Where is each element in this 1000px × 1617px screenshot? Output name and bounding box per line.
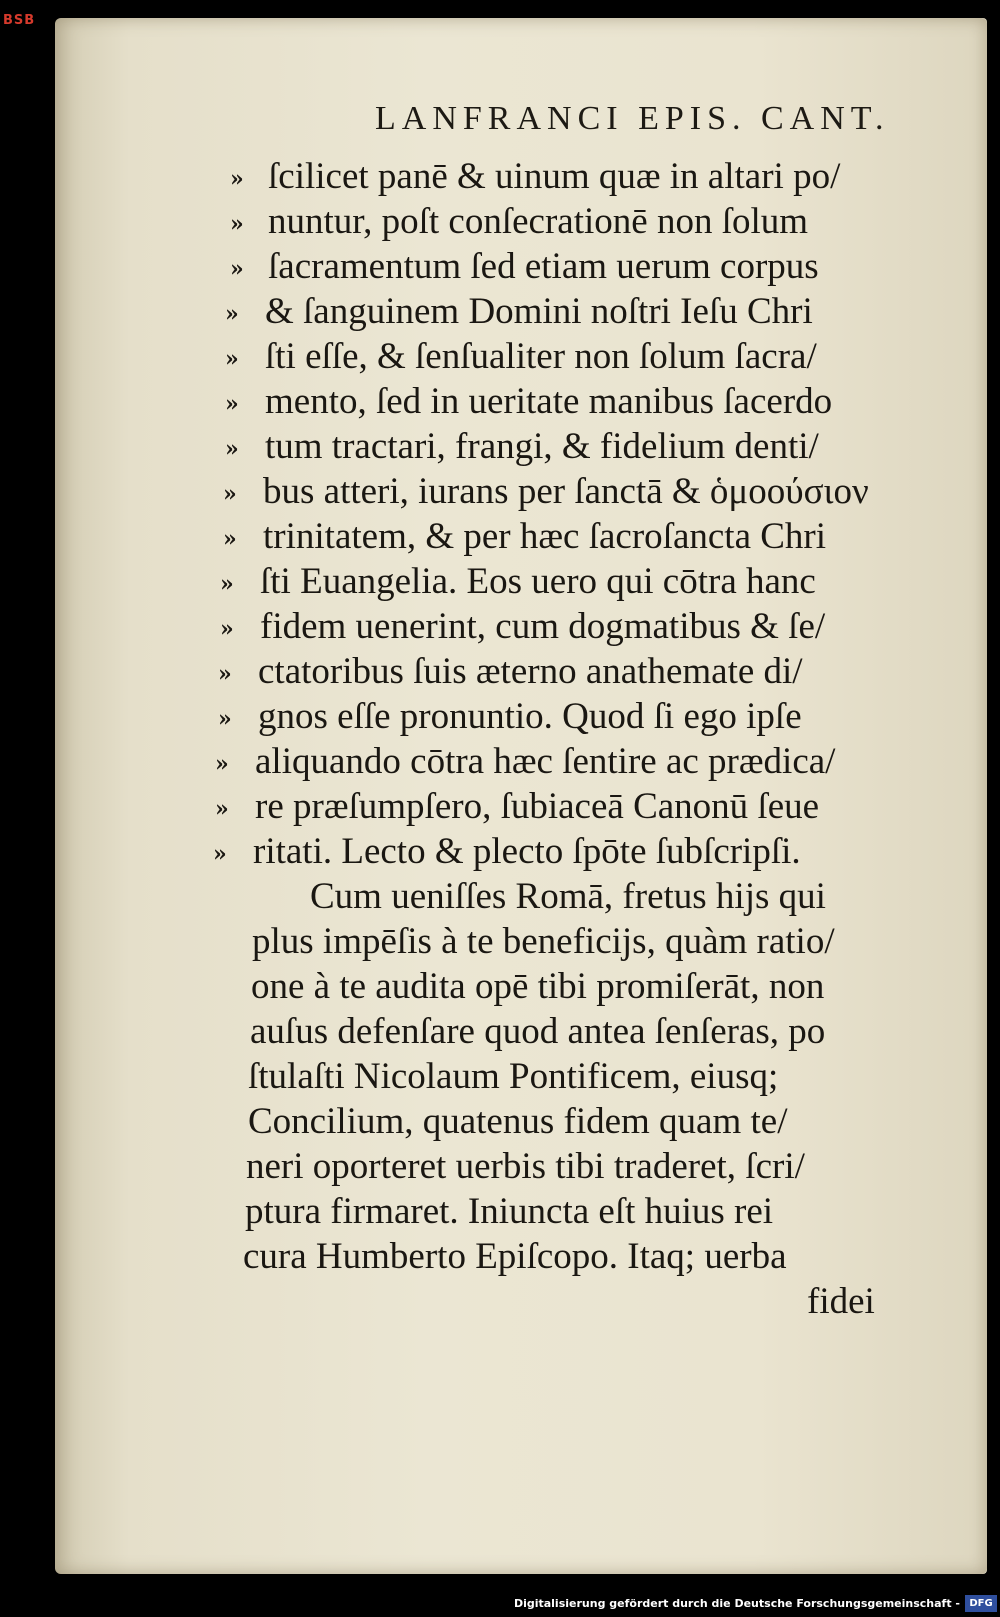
- digitization-footer: [0, 1593, 1000, 1617]
- quote-marker: »: [213, 841, 227, 867]
- quoted-line: bus atteri, iurans per ſanctā & ὁμοούσιον: [263, 471, 869, 512]
- funding-credit: Digitalisierung gefördert durch die Deutsche Forschungsgemeinschaft -: [513, 1597, 960, 1610]
- quoted-line: ſti Euangelia. Eos uero qui cōtra hanc: [260, 561, 816, 602]
- quoted-line: ſacramentum ſed etiam uerum corpus: [268, 246, 819, 287]
- quote-marker: »: [223, 526, 237, 552]
- body-line: Concilium, quatenus fidem quam te/: [248, 1101, 788, 1142]
- quoted-line: trinitatem, & per hæc ſacroſancta Chri: [263, 516, 827, 557]
- body-line: cura Humberto Epiſcopo. Itaq; uerba: [243, 1236, 787, 1277]
- quote-marker: »: [225, 301, 239, 327]
- book-page: [55, 18, 987, 1574]
- body-line: one à te audita opē tibi promiſerāt, non: [251, 966, 825, 1007]
- quote-marker: »: [220, 571, 234, 597]
- quote-marker: »: [230, 166, 244, 192]
- quoted-line: fidem uenerint, cum dogmatibus & ſe/: [260, 606, 826, 647]
- quote-marker: »: [225, 391, 239, 417]
- quote-marker: »: [225, 436, 239, 462]
- body-line: neri oporteret uerbis tibi traderet, ſcri/: [246, 1146, 805, 1187]
- quote-marker: »: [230, 256, 244, 282]
- quote-marker: »: [215, 751, 229, 777]
- quoted-line: mento, ſed in ueritate manibus ſacerdo: [265, 381, 833, 422]
- quote-marker: »: [218, 706, 232, 732]
- quoted-line: ctatoribus ſuis æterno anathemate di/: [258, 651, 803, 692]
- quoted-line: ſti eſſe, & ſenſualiter non ſolum ſacra/: [265, 336, 817, 377]
- quoted-line: re præſumpſero, ſubiaceā Canonū ſeue: [255, 786, 820, 827]
- quote-marker: »: [218, 661, 232, 687]
- quoted-line: ritati. Lecto & plecto ſpōte ſubſcripſi.: [253, 831, 801, 872]
- body-line: ſtulaſti Nicolaum Pontificem, eiusq;: [248, 1056, 779, 1097]
- body-line: ptura firmaret. Iniuncta eſt huius rei: [245, 1191, 774, 1232]
- body-line: Cum ueniſſes Romā, fretus hijs qui: [310, 876, 826, 917]
- body-line: plus impēſis à te beneficijs, quàm ratio/: [252, 921, 835, 962]
- quoted-line: nuntur, poſt conſecrationē non ſolum: [268, 201, 809, 242]
- quote-marker: »: [220, 616, 234, 642]
- quoted-line: aliquando cōtra hæc ſentire ac prædica/: [255, 741, 836, 782]
- quoted-line: & ſanguinem Domini noſtri Ieſu Chri: [265, 291, 813, 332]
- quoted-line: ſcilicet panē & uinum quæ in altari po/: [268, 156, 841, 197]
- dfg-logo: DFG: [965, 1595, 997, 1612]
- quoted-line: tum tractari, frangi, & fidelium denti/: [265, 426, 819, 467]
- bsb-library-mark: BSB: [3, 13, 36, 28]
- quoted-line: gnos eſſe pronuntio. Quod ſi ego ipſe: [258, 696, 802, 737]
- quote-marker: »: [225, 346, 239, 372]
- quote-marker: »: [230, 211, 244, 237]
- running-head: LANFRANCI EPIS. CANT.: [375, 100, 890, 137]
- quote-marker: »: [215, 796, 229, 822]
- quote-marker: »: [223, 481, 237, 507]
- catchword: fidei: [807, 1281, 875, 1322]
- body-line: auſus defenſare quod antea ſenſeras, po: [250, 1011, 826, 1052]
